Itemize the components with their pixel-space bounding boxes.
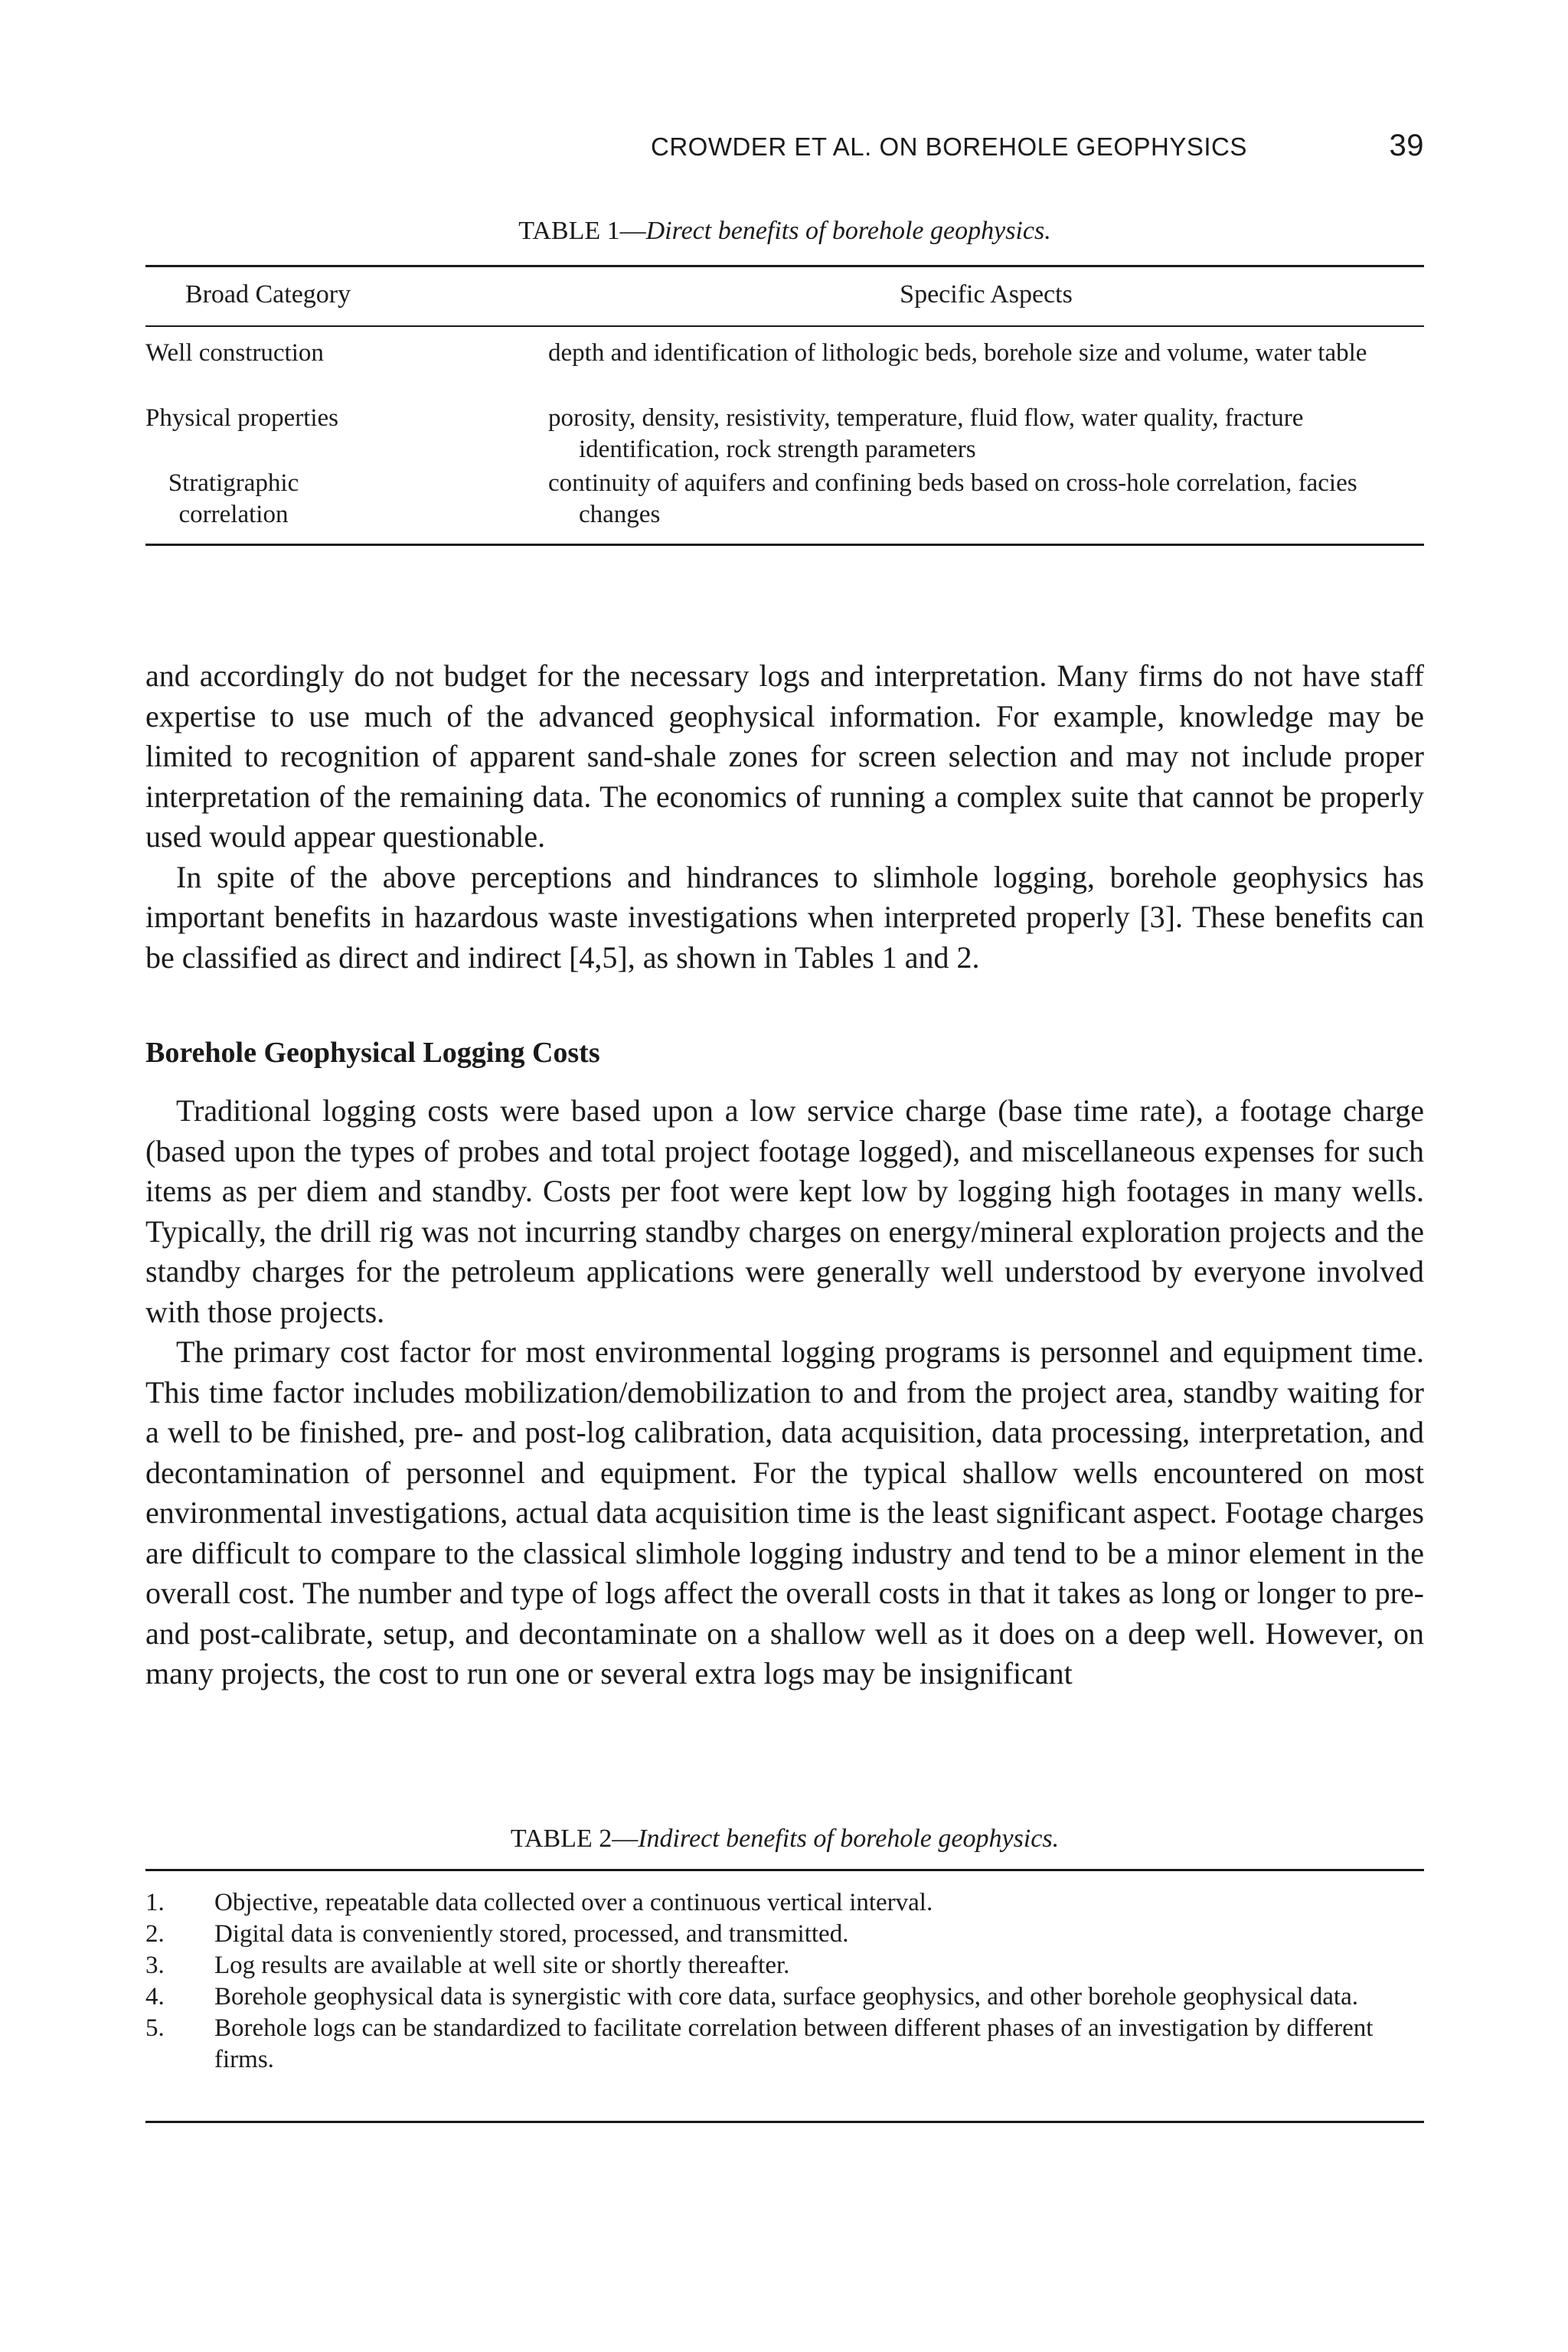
running-head-title: CROWDER ET AL. ON BOREHOLE GEOPHYSICS [651,132,1247,161]
table2-bottom-rule [145,2121,1424,2123]
table2-caption: TABLE 2—Indirect benefits of borehole geophysics. [510,1824,1060,1853]
table1-top-rule [145,265,1424,267]
list-item-text: Objective, repeatable data collected over a continuous vertical interval. [214,1889,933,1916]
table1-header-specific-aspects: Specific Aspects [900,280,1073,309]
table1-caption-text: Direct benefits of borehole geophysics. [645,217,1051,245]
list-item [145,1950,1424,1981]
table1-header-rule [145,325,1424,327]
table1-category: Well construction [145,339,324,367]
list-item-number: 3. [145,1952,165,1979]
table1-label: TABLE 1 [518,217,620,245]
section-heading: Borehole Geophysical Logging Costs [145,1037,600,1069]
table1-category: Stratigraphic correlation [168,469,299,528]
list-item-number: 2. [145,1920,165,1948]
table2-caption-text: Indirect benefits of borehole geophysics. [638,1824,1060,1853]
list-item-text: Borehole geophysical data is synergistic with core data, surface geophysics, and other borehole geophysical data. [214,1983,1358,2011]
paragraph: In spite of the above perceptions and hindrances to slimhole logging, borehole geophysics has important benefits in hazardous waste investigations when interpreted properly [3]. These benefits can be classified as direct and indirect [4,5], as shown in Tables 1 and 2. [145,859,1424,975]
table1-aspects: porosity, density, resistivity, temperature, fluid flow, water quality, fracture identification, rock strength parameters [548,404,1304,463]
list-item-text: Digital data is conveniently stored, processed, and transmitted. [214,1920,849,1948]
page-number: 39 [1389,129,1424,162]
list-item [145,1887,1424,1919]
list-item [145,2013,1424,2076]
table1-category: Physical properties [145,404,339,432]
list-item-number: 5. [145,2014,165,2042]
table1-bottom-rule [145,544,1424,546]
paragraph: and accordingly do not budget for the necessary logs and interpretation. Many firms do not have staff expertise to use much of the advanced geophysical information. For example, knowledge may be limited to recognition of apparent sand-shale zones for screen selection and may not include proper interpretation of the remaining data. The economics of running a complex suite that cannot be properly used would appear questionable. [145,658,1424,854]
list-item [145,1919,1424,1950]
table1-caption: TABLE 1—Direct benefits of borehole geophysics. [518,217,1051,245]
list-item-number: 4. [145,1983,165,2011]
body-text-block-1 [145,656,1424,978]
table1-header-broad-category: Broad Category [185,280,351,309]
paragraph: The primary cost factor for most environmental logging programs is personnel and equipment time. This time factor includes mobilization/demobilization to and from the project area, standby waiting for a well to be finished, pre- and post-log calibration, data acquisition, data processing, interpretation, and decontamination of personnel and equipment. For the typical shallow wells encountered on most environmental investigations, actual data acquisition time is the least significant aspect. Footage charges are difficult to compare to the classical slimhole logging industry and tend to be a minor element in the overall cost. The number and type of logs affect the overall costs in that it takes as long or longer to pre- and post-calibrate, setup, and decontaminate on a shallow well as it does on a deep well. However, on many projects, the cost to run one or several extra logs may be insignificant [145,1334,1424,1690]
list-item [145,1981,1424,2013]
paragraph: Traditional logging costs were based upon a low service charge (base time rate), a footage charge (based upon the types of probes and total project footage logged), and miscellaneous expenses for such items as per diem and standby. Costs per foot were kept low by logging high footages in many wells. Typically, the drill rig was not incurring standby charges on energy/mineral exploration projects and the standby charges for the petroleum applications were generally well understood by everyone involved with those projects. [145,1093,1424,1329]
table1-aspects: continuity of aquifers and confining beds based on cross-hole correlation, facies changes [548,469,1357,528]
list-item-text: Log results are available at well site or shortly thereafter. [214,1952,790,1979]
table2-list [145,1887,1424,2076]
running-head [651,129,1424,163]
table2-top-rule [145,1869,1424,1871]
table1-aspects: depth and identification of lithologic beds, borehole size and volume, water table [548,339,1367,367]
body-text-block-2 [145,1091,1424,1694]
list-item-text: Borehole logs can be standardized to facilitate correlation between different phases of an investigation by different firms. [214,2014,1374,2073]
table2-label: TABLE 2 [510,1824,612,1853]
list-item-number: 1. [145,1889,165,1916]
